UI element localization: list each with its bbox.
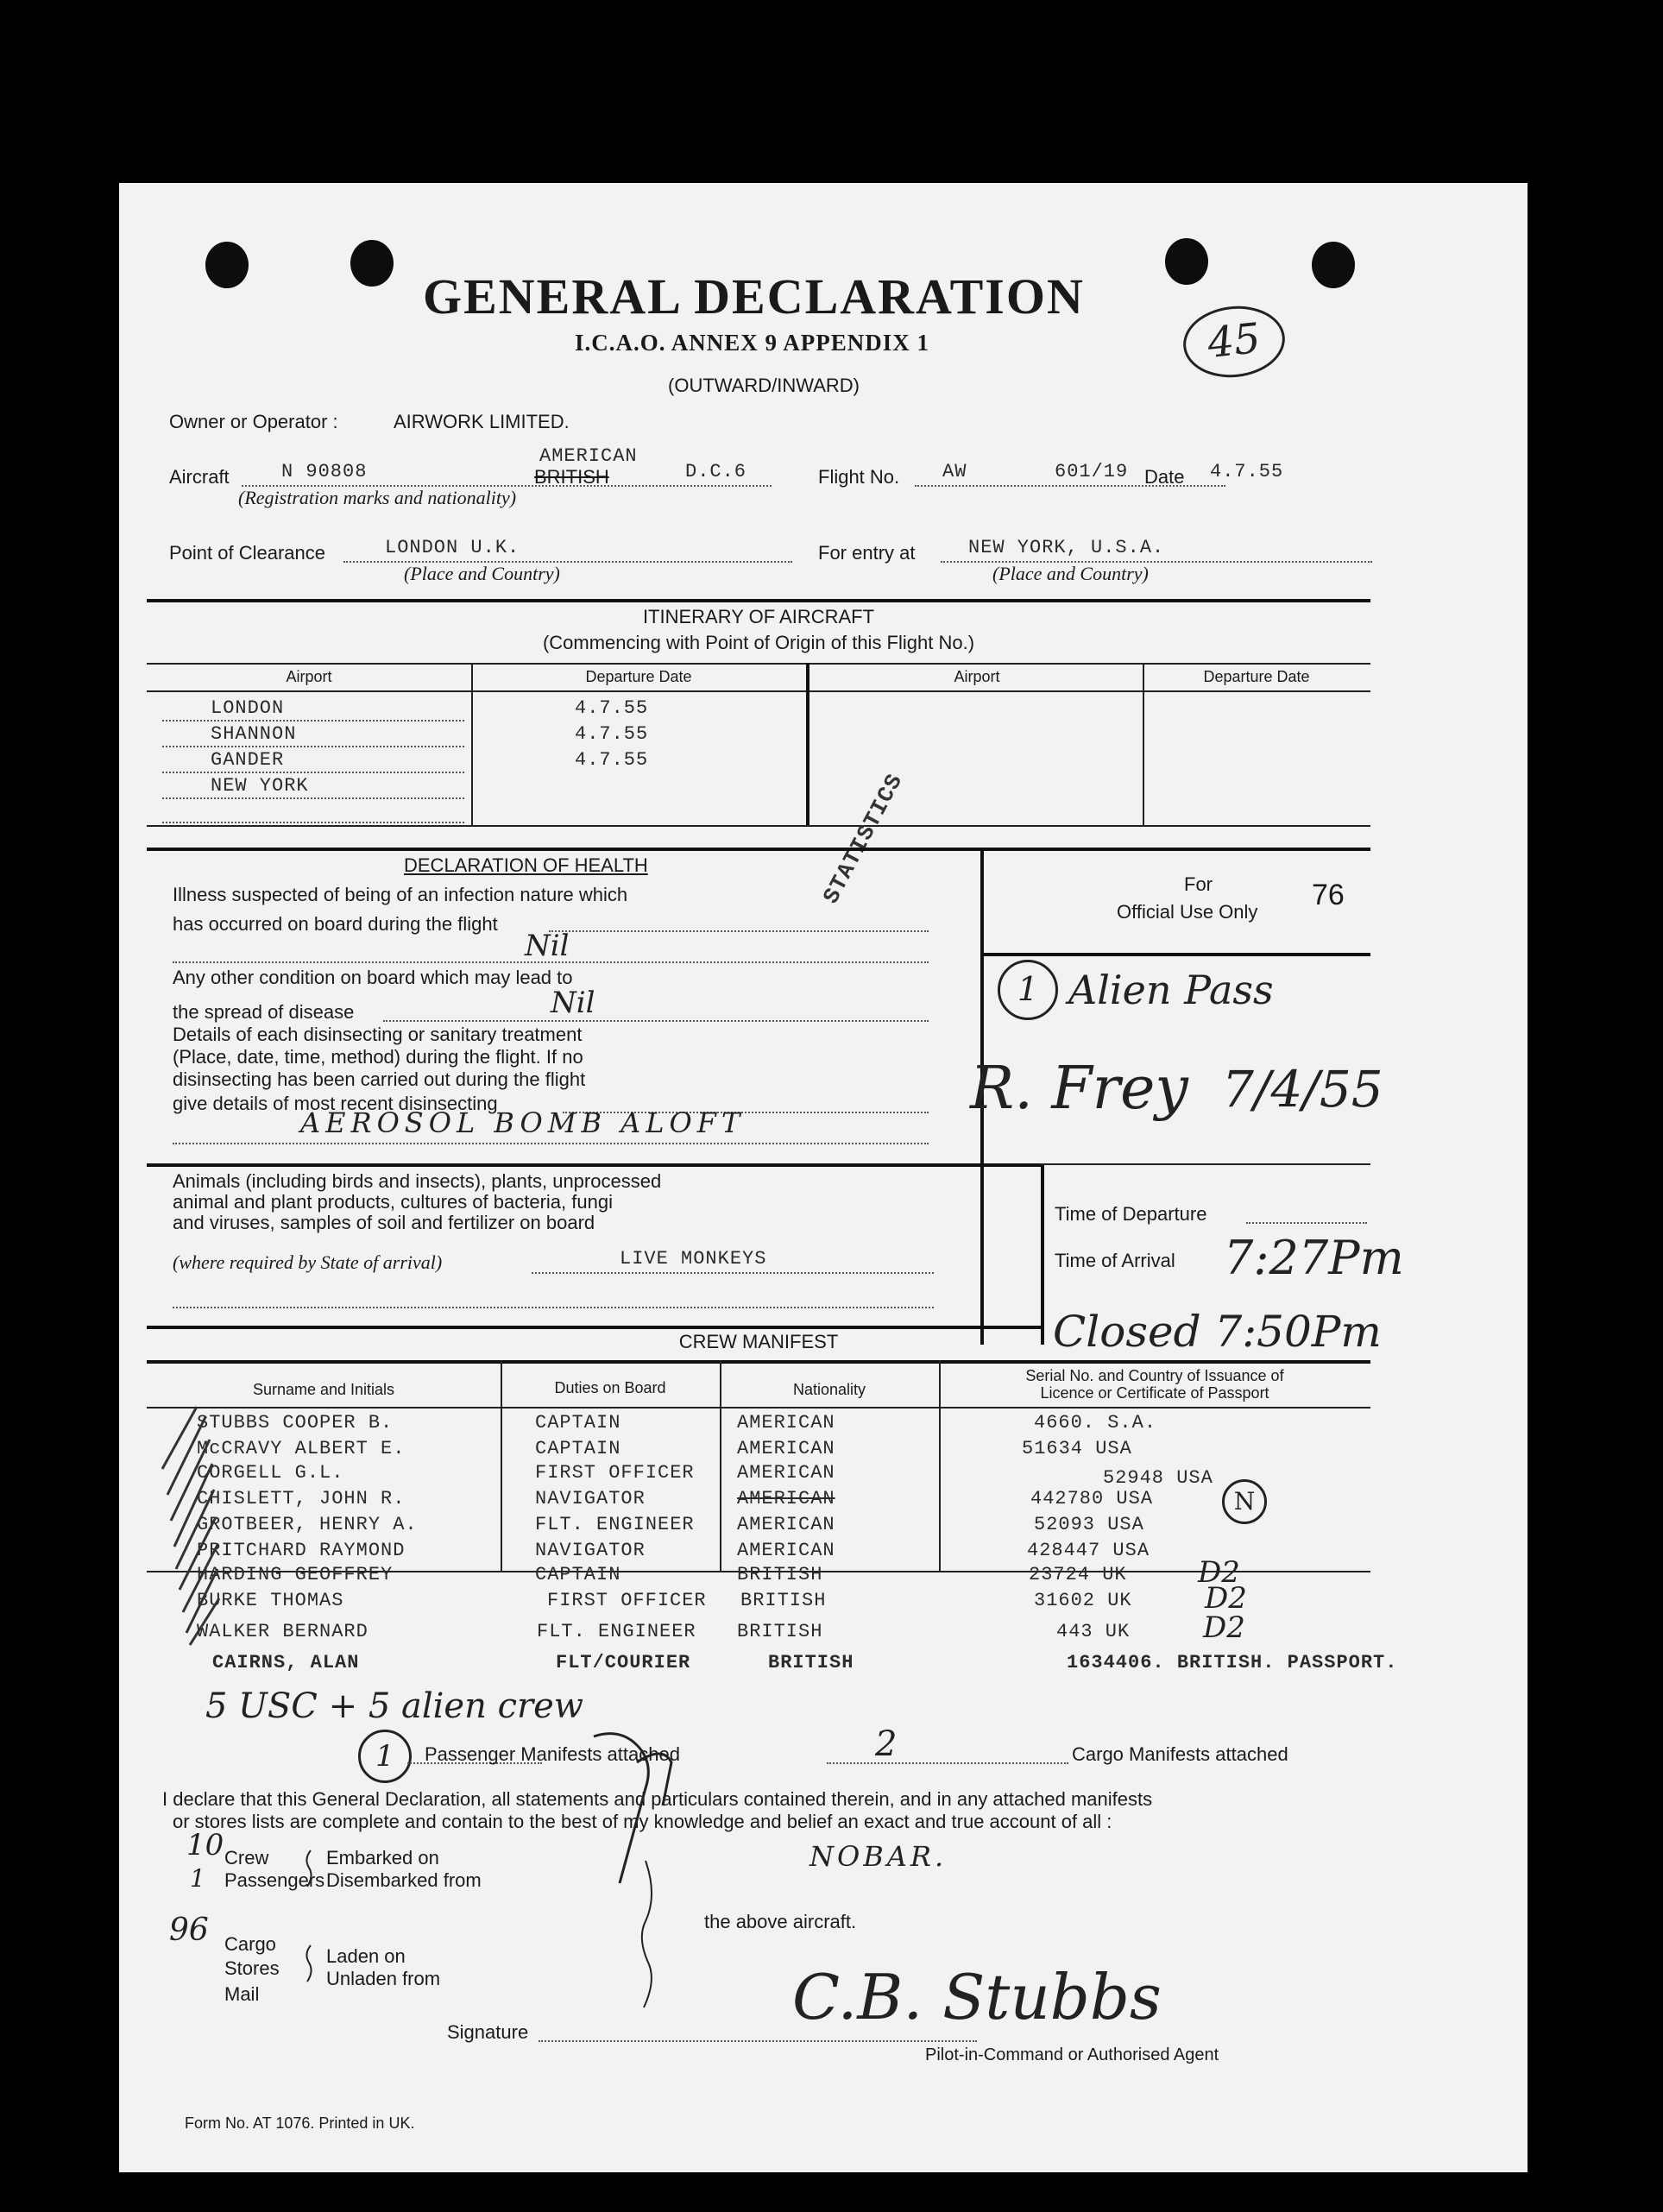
table-rule xyxy=(147,690,1370,692)
entry-caption: (Place and Country) xyxy=(992,563,1149,584)
row-dotted-line xyxy=(162,822,464,823)
form-direction: (OUTWARD/INWARD) xyxy=(668,375,860,396)
crew-name: BURKE THOMAS xyxy=(197,1590,344,1611)
official-number: 76 xyxy=(1312,879,1345,911)
crew-serial: 4660. S.A. xyxy=(1034,1412,1157,1434)
crew-title: CREW MANIFEST xyxy=(678,1331,839,1352)
crew-serial: 51634 USA xyxy=(1022,1438,1132,1459)
punch-hole xyxy=(350,240,394,287)
itinerary-col-airport: Airport xyxy=(286,668,332,685)
row-dotted-line xyxy=(162,797,464,799)
crew-duty: FLT. ENGINEER xyxy=(535,1514,695,1535)
alien-pass-number: 1 xyxy=(998,960,1058,1020)
date-label: Date xyxy=(1144,466,1185,488)
crew-duty: FLT. ENGINEER xyxy=(537,1621,696,1642)
passengers-count-label: Passengers xyxy=(224,1869,325,1891)
crew-serial: 52948 USA xyxy=(1103,1467,1213,1489)
crew-serial: 23724 UK xyxy=(1029,1564,1127,1585)
above-aircraft-label: the above aircraft. xyxy=(704,1911,857,1932)
crew-col-nationality: Nationality xyxy=(792,1381,866,1398)
section-rule xyxy=(147,848,1370,851)
unladen-label: Unladen from xyxy=(326,1968,441,1989)
section-rule xyxy=(147,1360,1370,1364)
alien-pass-note: Alien Pass xyxy=(1068,967,1274,1013)
date-value: 4.7.55 xyxy=(1210,461,1284,482)
nobar-note: NOBAR. xyxy=(809,1840,948,1873)
flight-label: Flight No. xyxy=(818,466,900,488)
answer-dotted-line xyxy=(549,930,929,932)
crew-mark: D2 xyxy=(1203,1610,1245,1645)
animals-answer: LIVE MONKEYS xyxy=(620,1248,767,1270)
arrival-time-label: Time of Arrival xyxy=(1055,1250,1175,1271)
section-rule xyxy=(147,599,1370,602)
clearance-label: Point of Clearance xyxy=(169,542,325,564)
animals-line1: Animals (including birds and insects), plants, unprocessed xyxy=(173,1170,662,1192)
health-q3-line4: give details of most recent disinsecting xyxy=(173,1093,498,1114)
cargo-manifest-label: Cargo Manifests attached xyxy=(1072,1743,1288,1765)
pilot-caption: Pilot-in-Command or Authorised Agent xyxy=(925,2045,1219,2064)
crew-name: PRITCHARD RAYMOND xyxy=(197,1540,406,1561)
crew-nationality: AMERICAN xyxy=(737,1438,835,1459)
officer-date: 7/4/55 xyxy=(1222,1060,1383,1119)
itinerary-title: ITINERARY OF AIRCRAFT xyxy=(642,606,875,627)
crew-duty: NAVIGATOR xyxy=(535,1488,646,1509)
answer-dotted-line xyxy=(827,1762,1068,1764)
itinerary-col-departure-2: Departure Date xyxy=(1203,668,1310,685)
entry-label: For entry at xyxy=(818,542,916,564)
owner-label: Owner or Operator : xyxy=(169,411,338,432)
aircraft-nationality-printed: BRITISH xyxy=(534,466,609,488)
crew-nationality: AMERICAN xyxy=(737,1412,835,1434)
itinerary-date: 4.7.55 xyxy=(575,723,649,745)
crew-nationality: BRITISH xyxy=(740,1590,827,1611)
departure-time-label: Time of Departure xyxy=(1055,1203,1207,1225)
crew-name: WALKER BERNARD xyxy=(197,1621,369,1642)
statistics-stamp: STATISTICS xyxy=(818,769,909,909)
crew-duty: FIRST OFFICER xyxy=(535,1462,695,1484)
form-subtitle: I.C.A.O. ANNEX 9 APPENDIX 1 xyxy=(575,330,930,356)
crew-serial: 31602 UK xyxy=(1034,1590,1132,1611)
crew-nationality: AMERICAN xyxy=(737,1462,835,1484)
crew-duty: FIRST OFFICER xyxy=(547,1590,707,1611)
aircraft-nationality-typed: AMERICAN xyxy=(539,445,638,467)
flight-number: 601/19 xyxy=(1055,461,1129,482)
crew-mark: D2 xyxy=(1198,1555,1240,1590)
answer-dotted-line xyxy=(173,1143,929,1144)
stores-label: Stores xyxy=(224,1957,280,1979)
official-label-1: For xyxy=(1184,873,1213,895)
registration-caption: (Registration marks and nationality) xyxy=(238,487,517,508)
crew-nationality: BRITISH xyxy=(737,1621,823,1642)
section-rule xyxy=(147,663,1370,665)
crew-nationality: AMERICAN xyxy=(737,1488,835,1509)
animals-line4: (where required by State of arrival) xyxy=(173,1251,443,1273)
itinerary-col-departure: Departure Date xyxy=(585,668,692,685)
crew-handnote: 5 USC + 5 alien crew xyxy=(205,1686,584,1726)
crew-count: 10 xyxy=(186,1828,224,1862)
crew-nationality: BRITISH xyxy=(768,1652,854,1673)
crew-duty: FLT/COURIER xyxy=(556,1652,691,1673)
punch-hole xyxy=(1312,242,1355,288)
form-title: GENERAL DECLARATION xyxy=(423,268,1085,325)
crew-name: McCRAVY ALBERT E. xyxy=(197,1438,406,1459)
row-dotted-line xyxy=(162,746,464,747)
cargo-count: 96 xyxy=(169,1913,209,1948)
answer-dotted-line xyxy=(173,1307,934,1308)
crew-serial: 52093 USA xyxy=(1034,1514,1144,1535)
health-q3-answer: AEROSOL BOMB ALOFT xyxy=(300,1106,746,1139)
health-q2-answer: Nil xyxy=(551,986,595,1020)
section-rule xyxy=(147,1326,1041,1329)
form-number: Form No. AT 1076. Printed in UK. xyxy=(185,2114,415,2132)
punch-hole xyxy=(1165,238,1208,285)
clearance-value: LONDON U.K. xyxy=(385,537,520,558)
punch-hole xyxy=(205,242,249,288)
crew-duty: CAPTAIN xyxy=(535,1412,621,1434)
animals-line3: and viruses, samples of soil and fertilizer on board xyxy=(173,1212,595,1233)
health-q2-line1: Any other condition on board which may lead to xyxy=(173,967,573,988)
answer-dotted-line xyxy=(532,1272,934,1274)
table-rule xyxy=(147,1407,1370,1408)
tick-marks xyxy=(136,1400,223,1650)
passengers-count: 1 xyxy=(190,1864,205,1893)
crew-nationality: BRITISH xyxy=(737,1564,823,1585)
crew-count-label: Crew xyxy=(224,1847,269,1869)
itinerary-airport: LONDON xyxy=(211,697,285,719)
itinerary-subtitle: (Commencing with Point of Origin of this Flight No.) xyxy=(542,632,975,653)
row-dotted-line xyxy=(162,772,464,773)
crew-serial: 443 UK xyxy=(1056,1621,1131,1642)
crew-col-serial-1: Serial No. and Country of Issuance of xyxy=(1025,1367,1284,1384)
declaration-sheet xyxy=(119,183,1528,2172)
crew-duty: CAPTAIN xyxy=(535,1564,621,1585)
mail-label: Mail xyxy=(224,1983,260,2005)
health-q1-line1: Illness suspected of being of an infection nature which xyxy=(173,884,628,905)
column-divider xyxy=(471,663,473,825)
animals-line2: animal and plant products, cultures of bacteria, fungi xyxy=(173,1191,613,1213)
table-rule xyxy=(147,825,1370,827)
health-q3-line1: Details of each disinsecting or sanitary treatment xyxy=(173,1024,583,1045)
health-q1-answer: Nil xyxy=(525,929,570,963)
itinerary-date: 4.7.55 xyxy=(575,749,649,771)
officer-signature: R. Frey xyxy=(970,1055,1188,1123)
embarked-label: Embarked on xyxy=(326,1847,439,1869)
declaration-line1: I declare that this General Declaration, all statements and particulars contained therein, and in any attached manifests xyxy=(162,1788,1153,1810)
arrival-time-value: 7:27Pm xyxy=(1224,1231,1404,1285)
crew-mark: D2 xyxy=(1205,1581,1247,1616)
signature-label: Signature xyxy=(447,2021,529,2043)
crew-serial: 1634406. BRITISH. PASSPORT. xyxy=(1067,1652,1398,1673)
crew-duty: CAPTAIN xyxy=(535,1438,621,1459)
crew-nationality: AMERICAN xyxy=(737,1514,835,1535)
passenger-manifest-label: Passenger Manifests attached xyxy=(425,1743,680,1765)
entry-value: NEW YORK, U.S.A. xyxy=(968,537,1165,558)
official-box-border xyxy=(1041,1163,1044,1345)
itinerary-col-airport-2: Airport xyxy=(954,668,1000,685)
health-q3-line3: disinsecting has been carried out during the flight xyxy=(173,1068,586,1090)
official-label-2: Official Use Only xyxy=(1117,901,1258,923)
crew-serial: 442780 USA xyxy=(1030,1488,1154,1509)
closed-note: Closed 7:50Pm xyxy=(1053,1307,1382,1357)
health-q3-line2: (Place, date, time, method) during the flight. If no xyxy=(173,1046,583,1068)
itinerary-airport: NEW YORK xyxy=(211,775,309,797)
crew-name: CORGELL G.L. xyxy=(197,1462,344,1484)
handwritten-mark xyxy=(585,1728,689,1892)
laden-label: Laden on xyxy=(326,1945,406,1967)
column-divider xyxy=(720,1360,721,1571)
aircraft-label: Aircraft xyxy=(169,466,230,488)
official-box-rule xyxy=(1041,1163,1370,1165)
crew-col-duties: Duties on Board xyxy=(554,1379,666,1396)
crew-col-serial-2: Licence or Certificate of Passport xyxy=(1040,1384,1269,1402)
crew-name: HARDING GEOFFREY xyxy=(197,1564,394,1585)
crew-name: CHISLETT, JOHN R. xyxy=(197,1488,406,1509)
aircraft-type: D.C.6 xyxy=(685,461,747,482)
crew-serial: 428447 USA xyxy=(1027,1540,1150,1561)
cargo-manifest-count: 2 xyxy=(875,1724,898,1764)
row-dotted-line xyxy=(162,720,464,722)
column-divider xyxy=(501,1360,502,1571)
owner-value: AIRWORK LIMITED. xyxy=(394,411,570,432)
health-q2-line2: the spread of disease xyxy=(173,1001,355,1023)
crew-col-name: Surname and Initials xyxy=(252,1381,395,1398)
pilot-signature: C.B. Stubbs xyxy=(792,1961,1162,2033)
crew-nationality: AMERICAN xyxy=(737,1540,835,1561)
section-rule xyxy=(147,1163,1041,1167)
disembarked-label: Disembarked from xyxy=(326,1869,482,1891)
cargo-label: Cargo xyxy=(224,1933,276,1955)
itinerary-date: 4.7.55 xyxy=(575,697,649,719)
column-divider xyxy=(939,1360,941,1571)
column-divider xyxy=(806,663,809,825)
signature-dotted-line xyxy=(539,2040,977,2042)
aircraft-registration: N 90808 xyxy=(281,461,368,482)
crew-name: CAIRNS, ALAN xyxy=(212,1652,360,1673)
passenger-manifest-count: 1 xyxy=(358,1730,412,1783)
clearance-caption: (Place and Country) xyxy=(404,563,560,584)
health-title: DECLARATION OF HEALTH xyxy=(404,854,648,876)
crew-mark: N xyxy=(1222,1479,1267,1524)
itinerary-airport: SHANNON xyxy=(211,723,297,745)
itinerary-airport: GANDER xyxy=(211,749,285,771)
crew-name: GROTBEER, HENRY A. xyxy=(197,1514,418,1535)
declaration-line2: or stores lists are complete and contain to the best of my knowledge and belief an exact and true account of all : xyxy=(173,1811,1112,1832)
flight-prefix: AW xyxy=(942,461,967,482)
answer-dotted-line xyxy=(383,1020,929,1022)
column-divider xyxy=(1143,663,1144,825)
crew-name: STUBBS COOPER B. xyxy=(197,1412,394,1434)
official-box-rule xyxy=(980,953,1370,956)
health-q1-line2: has occurred on board during the flight xyxy=(173,913,498,935)
corner-number: 45 xyxy=(1180,301,1288,382)
answer-dotted-line xyxy=(1246,1222,1367,1224)
crew-duty: NAVIGATOR xyxy=(535,1540,646,1561)
